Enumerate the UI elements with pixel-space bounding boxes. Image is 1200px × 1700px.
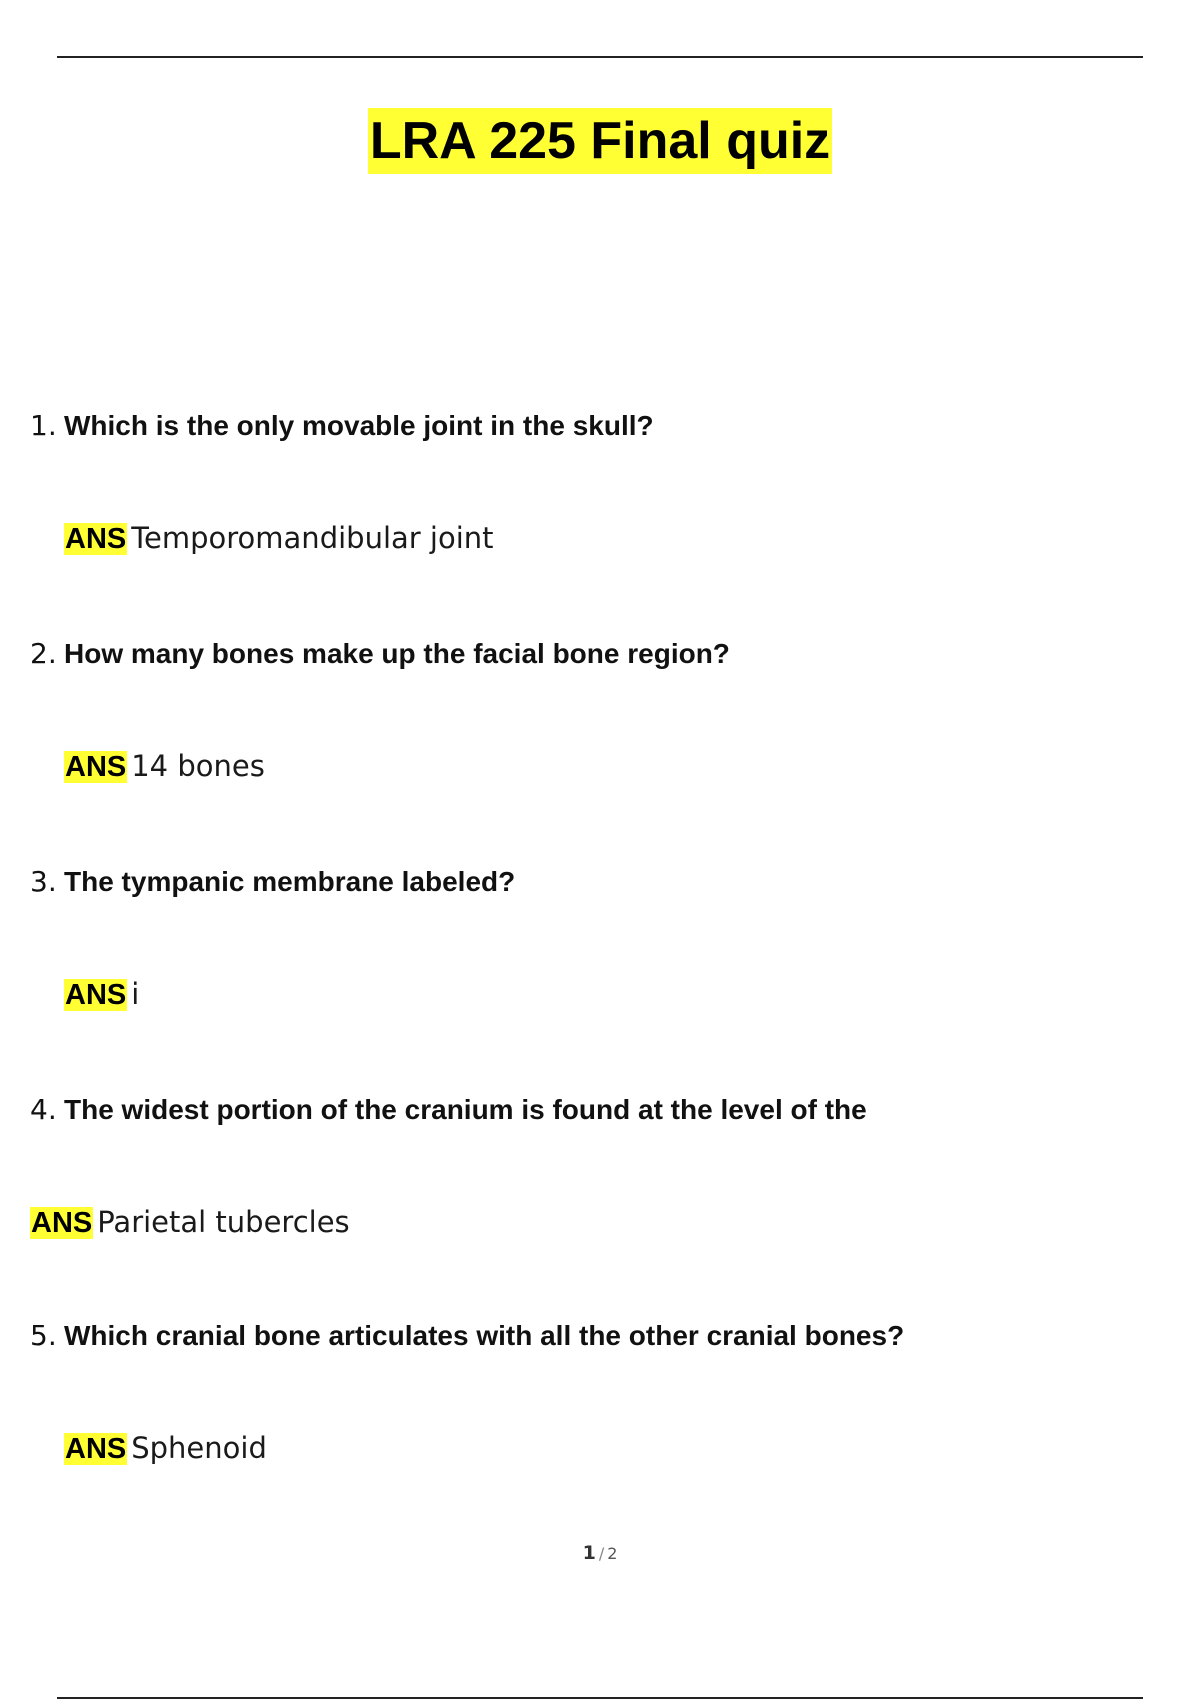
answer-tag: ANS [65,979,127,1011]
bottom-rule [57,1697,1143,1699]
question-number: 1. [30,409,57,442]
page-current: 1 [582,1542,596,1564]
answer-2 [64,747,265,786]
answer-1 [64,519,494,558]
page-indicator [0,1542,1200,1564]
question-number: 4. [30,1093,57,1126]
question-number: 5. [30,1319,57,1352]
answer-tag: ANS [65,1433,127,1465]
question-2 [30,636,730,672]
answer-4 [30,1203,350,1242]
document-title: LRA 225 Final quiz [368,108,832,174]
page-total: 2 [607,1544,618,1563]
question-text: Which is the only movable joint in the skull? [64,410,654,441]
answer-text: i [131,977,140,1011]
answer-text: Sphenoid [131,1431,267,1465]
title-container [0,108,1200,174]
question-text: How many bones make up the facial bone region? [64,638,730,669]
question-text: The widest portion of the cranium is found at the level of the [64,1094,867,1125]
question-text: Which cranial bone articulates with all the other cranial bones? [64,1320,905,1351]
answer-text: 14 bones [131,749,265,783]
question-4 [30,1092,867,1128]
top-rule [57,56,1143,58]
answer-3 [64,975,139,1014]
answer-text: Parietal tubercles [97,1205,350,1239]
question-number: 3. [30,865,57,898]
question-1 [30,408,654,444]
question-text: The tympanic membrane labeled? [64,866,516,897]
answer-5 [64,1429,267,1468]
answer-tag: ANS [65,751,127,783]
answer-tag: ANS [31,1207,93,1239]
page-separator: / [598,1544,605,1563]
answer-text: Temporomandibular joint [131,521,494,555]
question-3 [30,864,515,900]
answer-tag: ANS [65,523,127,555]
question-number: 2. [30,637,57,670]
question-5 [30,1318,904,1354]
